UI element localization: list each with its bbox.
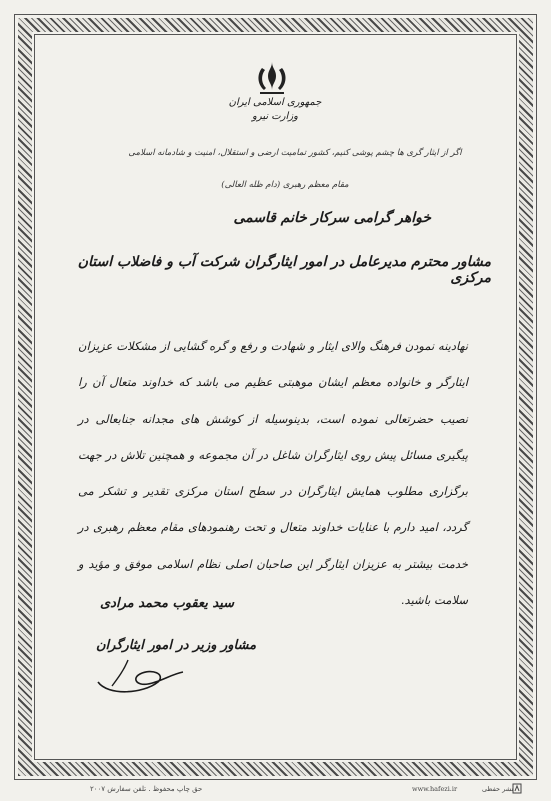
footer-copyright: حق چاپ محفوظ . تلفن سفارش ۲۰۰۷ bbox=[90, 785, 203, 793]
letter-body: نهادینه نمودن فرهنگ والای ایثار و شهادت و رفع و گره گشایی از مشکلات عزیزان ایثارگر و خانواده معظم ایشان موهبتی عظیم می باشد که خداوند متعال آن را نصیب حضرتعالی نموده است، بدینوسیله از کوشش های مجدانه جنابعالی در پیگیری مسائل پیش روی ایثارگران شاغل در آن مجموعه و همچنین تلاش در جهت برگزاری مطلوب همایش ایثارگران در سطح استان مرکزی تقدیر و تشکر می گردد، امید دارم با عنایات خداوند متعال و تحت رهنمودهای مقام معظم رهبری در خدمت بیشتر به عزیزان ایثارگر این صاحبان اصلی نظام اسلامی موفق و مؤید و سلامت باشید. bbox=[78, 339, 468, 608]
handwritten-signature-icon bbox=[88, 652, 208, 697]
signer-name: سید یعقوب محمد مرادی bbox=[100, 596, 235, 611]
leader-quote: اگر از ایثار گری ها چشم پوشی کنیم، کشور تمامیت ارضی و استقلال، امنیت و شادمانه اسلامی bbox=[128, 148, 462, 158]
recipient-name: خواهر گرامی سرکار خانم قاسمی bbox=[233, 210, 431, 226]
footer-brand: نشر حفظی bbox=[482, 785, 514, 793]
leader-quote-attribution: مقام معظم رهبری (دام ظله العالی) bbox=[221, 180, 349, 190]
iran-emblem-icon bbox=[254, 60, 290, 98]
signer-title: مشاور وزیر در امور ایثارگران bbox=[96, 638, 257, 653]
publisher-logo-icon bbox=[512, 783, 522, 794]
footer-url: www.hafezi.ir bbox=[412, 785, 458, 793]
recipient-title: مشاور محترم مدیرعامل در امور ایثارگران شرکت آب و فاضلاب استان مرکزی bbox=[77, 254, 491, 286]
ministry-heading: وزارت نیرو bbox=[251, 111, 298, 122]
country-heading: جمهوری اسلامی ایران bbox=[228, 97, 322, 108]
